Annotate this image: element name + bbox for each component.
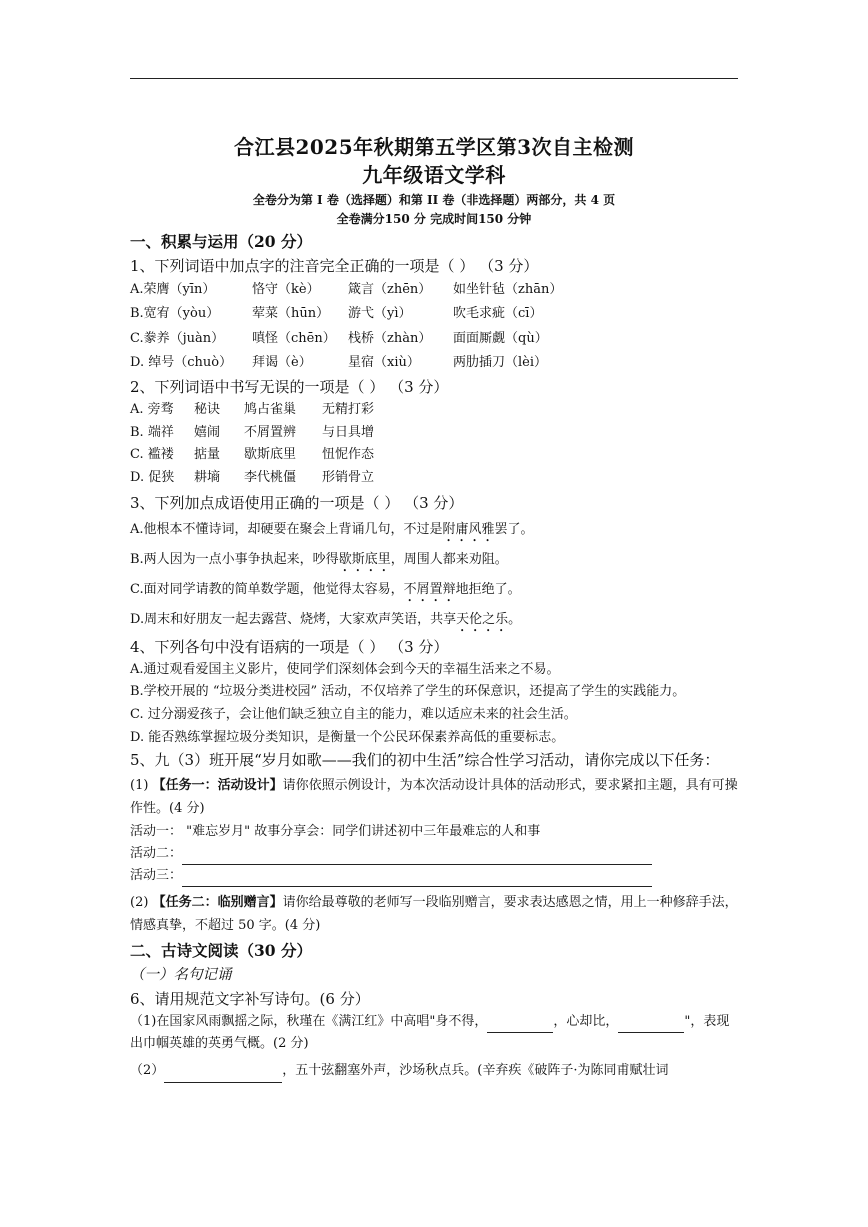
sentence-text: 地拒绝了。 <box>455 582 521 598</box>
item-text: （1)在国家风雨飘摇之际，秋瑾在《满江红》中高唱"身不得， <box>130 1014 488 1030</box>
option-word: 如坐针毡（zhān） <box>453 282 563 297</box>
q2-option-b <box>130 422 738 445</box>
option-word: 忸怩作态 <box>322 447 375 463</box>
item-text: ，心却比， <box>553 1014 619 1030</box>
q4-option-b: B.学校开展的 “垃圾分类进校园” 活动，不仅培养了学生的环保意识，还提高了学生的实践能力。 <box>130 684 686 700</box>
option-word: 星宿（xiù） <box>348 354 420 370</box>
sentence-text: 罢了。 <box>494 522 534 538</box>
option-word: 无精打彩 <box>322 402 375 418</box>
q3-stem: 3、下列加点成语使用正确的一项是（ ） （3 分） <box>130 494 464 513</box>
option-word: 拜谒（è） <box>252 354 312 370</box>
q2-option-d <box>130 467 738 490</box>
q1-options <box>130 278 738 375</box>
q1-option-d <box>130 351 738 375</box>
activity-3-answer-line[interactable] <box>182 868 652 887</box>
option-word: B. 端祥 <box>130 424 174 440</box>
option-word: 恪守（kè） <box>252 282 320 297</box>
q4-option-d: D. 能否熟练掌握垃圾分类知识，是衡量一个公民环保素养高低的重要标志。 <box>130 730 565 746</box>
q6-stem: 6、请用规范文字补写诗句。(6 分） <box>130 990 370 1009</box>
option-word: C. 褴褛 <box>130 447 174 463</box>
q4-option-c: C. 过分溺爱孩子，会让他们缺乏独立自主的能力，难以适应未来的社会生活。 <box>130 707 577 723</box>
exam-score-time: 全卷满分150 分 完成时间150 分钟 <box>336 212 532 226</box>
q5-task1 <box>130 774 738 820</box>
q6-item2-blank[interactable] <box>164 1064 282 1083</box>
section1-heading: 一、积累与运用（20 分） <box>130 232 312 251</box>
option-word: A.荣膺（yīn） <box>130 282 216 297</box>
item-text: ，五十弦翻塞外声，沙场秋点兵。(辛弃疾《破阵子·为陈同甫赋壮词 <box>282 1063 669 1079</box>
q6-item1-blank1[interactable] <box>487 1014 553 1033</box>
option-word: 箴言（zhēn） <box>348 282 432 297</box>
option-word: 与日具增 <box>322 424 375 440</box>
sentence-text: D.周末和好朋友一起去露营、烧烤，大家欢声笑语，共享 <box>130 612 457 628</box>
task-number: (1) <box>130 778 149 794</box>
q1-option-c <box>130 327 738 351</box>
option-word: 吹毛求疵（cī） <box>453 306 543 322</box>
task-tag: 【任务二：临别赠言】 <box>152 895 283 911</box>
exam-title: 合江县2025年秋期第五学区第3次自主检测 <box>233 135 635 159</box>
q3-options <box>130 515 738 635</box>
q5-task2 <box>130 891 738 937</box>
q5-stem: 5、九（3）班开展“岁月如歌——我们的初中生活”综合性学习活动，请你完成以下任务： <box>130 751 720 770</box>
option-word: 嬉闹 <box>194 424 221 440</box>
option-word: 不屑置辨 <box>244 424 297 440</box>
activity-label: 活动二： <box>130 846 183 862</box>
task-number: (2) <box>130 895 149 911</box>
q6-item1-blank2[interactable] <box>618 1014 684 1033</box>
dotted-idiom: 天伦之乐 <box>456 612 509 628</box>
exam-content <box>130 230 738 1083</box>
option-word: 面面厮觑（qù） <box>453 330 548 346</box>
activity-label: 活动一： <box>130 824 183 840</box>
exam-structure-note: 全卷分为第 I 卷（选择题）和第 II 卷（非选择题）两部分，共 4 页 <box>252 193 616 207</box>
q2-option-a <box>130 399 738 422</box>
activity-3 <box>130 865 738 887</box>
option-word: 荤菜（hūn） <box>252 306 330 322</box>
option-word: 耕墒 <box>194 469 221 485</box>
q4-option-a: A.通过观看爱国主义影片，使同学们深刻体会到今天的幸福生活来之不易。 <box>130 662 560 678</box>
task-text: 请你依照示例设计，为本次活动设计具体的活动形式，要求紧扣主题，具有可操作性。(4 分) <box>130 778 738 817</box>
sentence-text: 。 <box>508 612 522 628</box>
option-word: 游弋（yì） <box>348 306 412 322</box>
item-text: "，表现出巾帼英雄的英勇气概。(2 分) <box>130 1014 730 1052</box>
dotted-idiom: 附庸风雅 <box>442 522 495 538</box>
exam-subject: 九年级语文学科 <box>362 163 506 187</box>
item-text: （2） <box>130 1063 165 1079</box>
option-word: 两肋插刀（lèi） <box>453 354 548 370</box>
option-word: D. 绰号（chuò） <box>130 354 233 370</box>
option-word: 歇斯底里 <box>244 447 297 463</box>
q2-stem: 2、下列词语中书写无误的一项是（ ） （3 分） <box>130 378 449 397</box>
q3-option-b <box>130 545 738 575</box>
activity-label: 活动三： <box>130 868 183 884</box>
q1-option-b <box>130 302 738 326</box>
option-word: 秘诀 <box>194 402 221 418</box>
option-word: D. 促狭 <box>130 469 175 485</box>
option-word: 掂量 <box>194 447 221 463</box>
q6-item2 <box>130 1059 738 1083</box>
q4-stem: 4、下列各句中没有语病的一项是（ ） （3 分） <box>130 638 449 657</box>
dotted-idiom: 歇斯底里 <box>338 552 391 568</box>
dotted-idiom: 不屑置辩 <box>403 582 456 598</box>
q2-option-c <box>130 444 738 467</box>
option-word: A. 旁骛 <box>130 402 174 418</box>
option-word: 栈桥（zhàn） <box>348 330 432 346</box>
top-rule <box>130 78 738 79</box>
q6-item1 <box>130 1011 738 1055</box>
sentence-text: C.面对同学请教的简单数学题，他觉得太容易， <box>130 582 404 598</box>
section2-heading: 二、古诗文阅读（30 分） <box>130 941 312 961</box>
q3-option-c <box>130 575 738 605</box>
option-word: C.豢养（juàn） <box>130 330 225 346</box>
q1-option-a <box>130 278 738 302</box>
option-word: B.宽宥（yòu） <box>130 306 220 322</box>
activity-2 <box>130 843 738 865</box>
q3-option-a <box>130 515 738 545</box>
sentence-text: A.他根本不懂诗词，却硬要在聚会上背诵几句，不过是 <box>130 522 443 538</box>
sentence-text: B.两人因为一点小事争执起来，吵得 <box>130 552 339 568</box>
option-word: 李代桃僵 <box>244 469 297 485</box>
activity-example: "难忘岁月" 故事分享会：同学们讲述初中三年最难忘的人和事 <box>182 824 541 840</box>
option-word: 鸠占雀巢 <box>244 402 297 418</box>
option-word: 形销骨立 <box>322 469 375 485</box>
option-word: 嗔怪（chēn） <box>252 330 336 346</box>
sentence-text: ，周围人都来劝阻。 <box>390 552 508 568</box>
task-text: 请你给最尊敬的老师写一段临别赠言，要求表达感恩之情，用上一种修辞手法，情感真挚，不超过 50 字。(4 分) <box>130 895 738 934</box>
activity-1 <box>130 820 738 843</box>
q3-option-d <box>130 605 738 635</box>
section2-subheading: （一）名句记诵 <box>130 967 232 984</box>
activity-2-answer-line[interactable] <box>182 846 652 865</box>
task-tag: 【任务一：活动设计】 <box>152 778 283 794</box>
q1-stem: 1、下列词语中加点字的注音完全正确的一项是（ ） （3 分） <box>130 257 539 275</box>
q2-options <box>130 399 738 489</box>
